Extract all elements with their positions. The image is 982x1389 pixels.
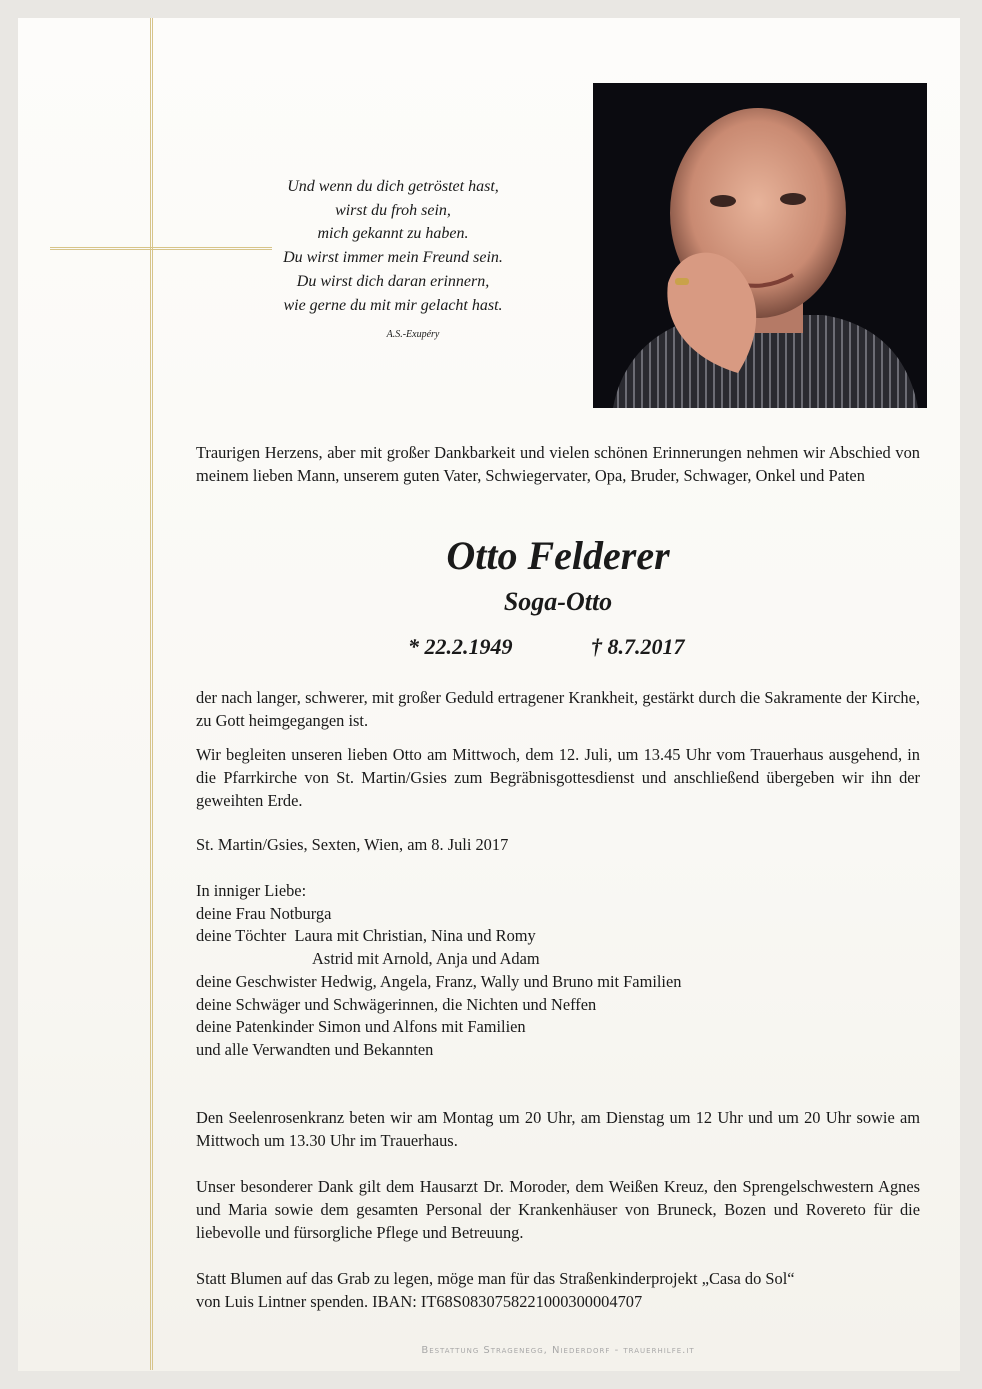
thanks-text: Unser besonderer Dank gilt dem Hausarzt Dr. Moroder, dem Weißen Kreuz, den Sprengelschwestern Agnes und Maria sowie dem gesamten Personal der Krankenhäuser von Bruneck, Bozen und Rovereto für die liebevolle und fürsorgliche Pflege und Betreuung. [196, 1177, 920, 1242]
daughters-label: deine Töchter [196, 926, 287, 946]
illness-text: der nach langer, schwerer, mit großer Geduld ertragener Krankheit, gestärkt durch die Sakramente der Kirche, zu Gott heimgegangen ist. [196, 688, 920, 730]
deceased-name: Otto Felderer [446, 533, 670, 578]
daughters-line: Laura mit Christian, Nina und Romy [294, 926, 536, 946]
death-date: † 8.7.2017 [591, 634, 685, 659]
birth-date: * 22.2.1949 [408, 634, 513, 659]
cross-vertical-line [150, 18, 153, 1370]
funeral-text: Wir begleiten unseren lieben Otto am Mittwoch, dem 12. Juli, um 13.45 Uhr vom Trauerhaus ausgehend, in die Pfarrkirche von St. Martin/Gsies zum Begräbnisgottesdienst und anschließend übergeben wir ihn der geweihten Erde. [196, 745, 920, 810]
mourners-heading: In inniger Liebe: [196, 881, 307, 900]
quote-line: Und wenn du dich getröstet hast, [287, 178, 499, 195]
quote-line: Du wirst immer mein Freund sein. [283, 249, 503, 267]
mourner-daughters [196, 925, 920, 948]
footer-credit: Bestattung Stragenegg, Niederdorf - trauerhilfe.it [421, 1345, 695, 1356]
quote-line: wirst du froh sein, [335, 201, 451, 219]
mourner-inlaws: deine Schwäger und Schwägerinnen, die Nichten und Neffen [196, 994, 597, 1014]
mourner-wife: deine Frau Notburga [196, 903, 332, 923]
mourner-godchildren: deine Patenkinder Simon und Alfons mit Familien [196, 1017, 526, 1037]
quote-line: mich gekannt zu haben. [317, 225, 469, 243]
quote-line: wie gerne du mit mir gelacht hast. [283, 296, 503, 314]
memorial-quote [258, 175, 528, 317]
portrait-photo [593, 83, 927, 408]
intro-text: Traurigen Herzens, aber mit großer Dankbarkeit und vielen schönen Erinnerungen nehmen wir Abschied von meinem lieben Mann, unserem guten Vater, Schwiegervater, Opa, Bruder, Schwager, Onkel und Paten [196, 443, 920, 485]
place-date: St. Martin/Gsies, Sexten, Wien, am 8. Juli 2017 [196, 835, 509, 854]
mourner-siblings: deine Geschwister Hedwig, Angela, Franz, Wally und Bruno mit Familien [196, 971, 682, 991]
cross-horizontal-line [50, 247, 272, 250]
daughters-line: Astrid mit Arnold, Anja und Adam [312, 949, 540, 969]
mourner-relatives: und alle Verwandten und Bekannten [196, 1039, 434, 1059]
deceased-nickname: Soga-Otto [503, 587, 613, 616]
donation-text [196, 1267, 920, 1313]
quote-author: A.S.-Exupéry [386, 329, 440, 340]
mourners-list [196, 880, 920, 1062]
donation-line: Statt Blumen auf das Grab zu legen, möge man für das Straßenkinderprojekt „Casa do Sol“ [196, 1269, 795, 1288]
rosary-text: Den Seelenrosenkranz beten wir am Montag um 20 Uhr, am Dienstag um 12 Uhr und um 20 Uhr sowie am Mittwoch um 13.30 Uhr im Trauerhaus. [196, 1108, 920, 1150]
quote-line: Du wirst dich daran erinnern, [296, 272, 490, 290]
donation-line: von Luis Lintner spenden. IBAN: IT68S0830758221000300004707 [196, 1292, 643, 1311]
